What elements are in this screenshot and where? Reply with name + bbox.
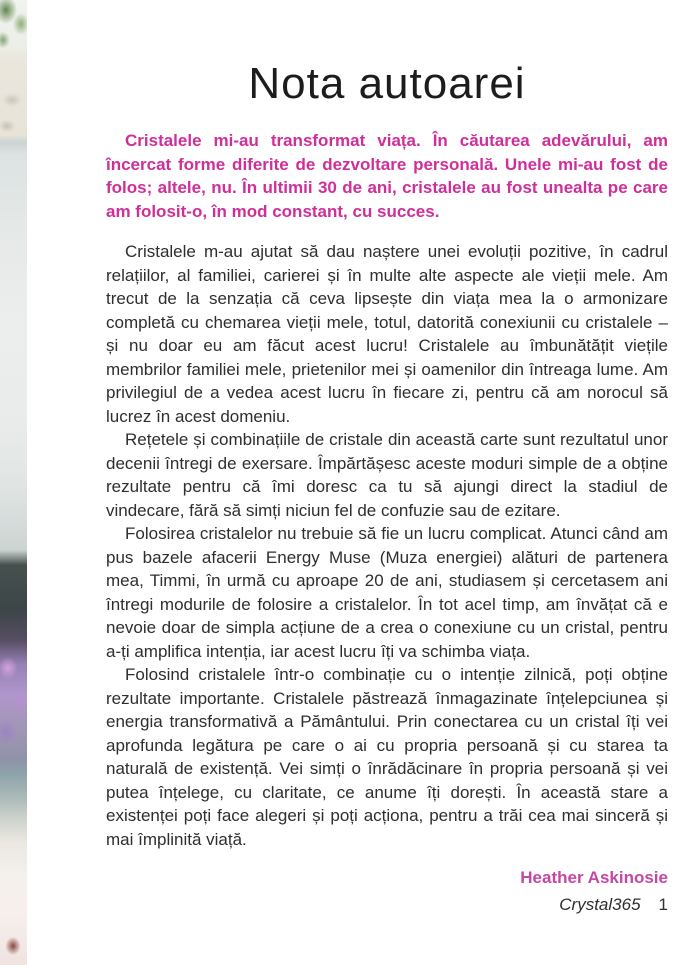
intro-paragraph: Cristalele mi-au transformat viața. În căutarea adevărului, am încercat forme diferite de dezvoltare personală. Unele mi-au fost de folos; altele, nu. În ultimii 30 de ani, cristalele au fost unealta pe care am folosit-o, în mod constant, cu succes.	[106, 131, 668, 221]
body-paragraph-1: Cristalele m-au ajutat să dau naștere unei evoluții pozitive, în cadrul relațiilor, al familiei, carierei și în multe alte aspecte ale vieții mele. Am trecut de la senzația că ceva lipsește din viața mea la o armonizare completă cu chemarea vieții mele, totul, datorită conexiunii cu cristalele – și nu doar eu am făcut acest lucru! Cristalele au îmbunătățit viețile membrilor familiei mele, prietenilor mei și oamenilor din întreaga lume. Am privilegiul de a vedea acest lucru în fiecare zi, pentru că am norocul să lucrez în acest domeniu.	[106, 242, 668, 426]
page-title: Nota autoarei	[248, 59, 526, 108]
running-footer	[106, 895, 668, 915]
crystals-flowers-photo-strip	[0, 0, 27, 965]
page-content	[106, 0, 668, 915]
author-signature: Heather Askinosie	[520, 868, 668, 888]
body-paragraph-4: Folosind cristalele într-o combinație cu o intenție zilnică, poți obține rezultate importante. Cristalele păstrează înmagazinate înțelepciunea și energia transformativă a Pământului. Prin conectarea cu un cristal îți vei aprofunda legătura pe care o ai cu propria persoană și cu starea ta naturală de existență. Vei simți o înrădăcinare în propria persoană și vei putea înțelege, cu claritate, ce anume îți dorești. În această stare a existenței poți face alegeri și poți acționa, pentru a trăi cea mai sinceră și mai împlinită viață.	[106, 665, 668, 849]
body-paragraph-2: Rețetele și combinațiile de cristale din această carte sunt rezultatul unor decenii întregi de exersare. Împărtășesc aceste moduri simple de a obține rezultate pentru că îmi doresc ca tu să ajungi direct la stadiul de vindecare, fără să simți niciun fel de confuzie sau de ezitare.	[106, 430, 668, 520]
book-title: Crystal365	[559, 895, 641, 915]
body-paragraph-3: Folosirea cristalelor nu trebuie să fie un lucru complicat. Atunci când am pus bazele afacerii Energy Muse (Muza energiei) alături de partenera mea, Timmi, în urmă cu aproape 20 de ani, studiasem și cercetasem ani întregi modurile de folosire a cristalelor. În tot acel timp, am învățat că e nevoie doar de simpla acțiune de a crea o conexiune cu un cristal, pentru a-ți amplifica intenția, iar acest lucru îți va schimba viața.	[106, 524, 668, 661]
page-number: 1	[658, 895, 668, 915]
